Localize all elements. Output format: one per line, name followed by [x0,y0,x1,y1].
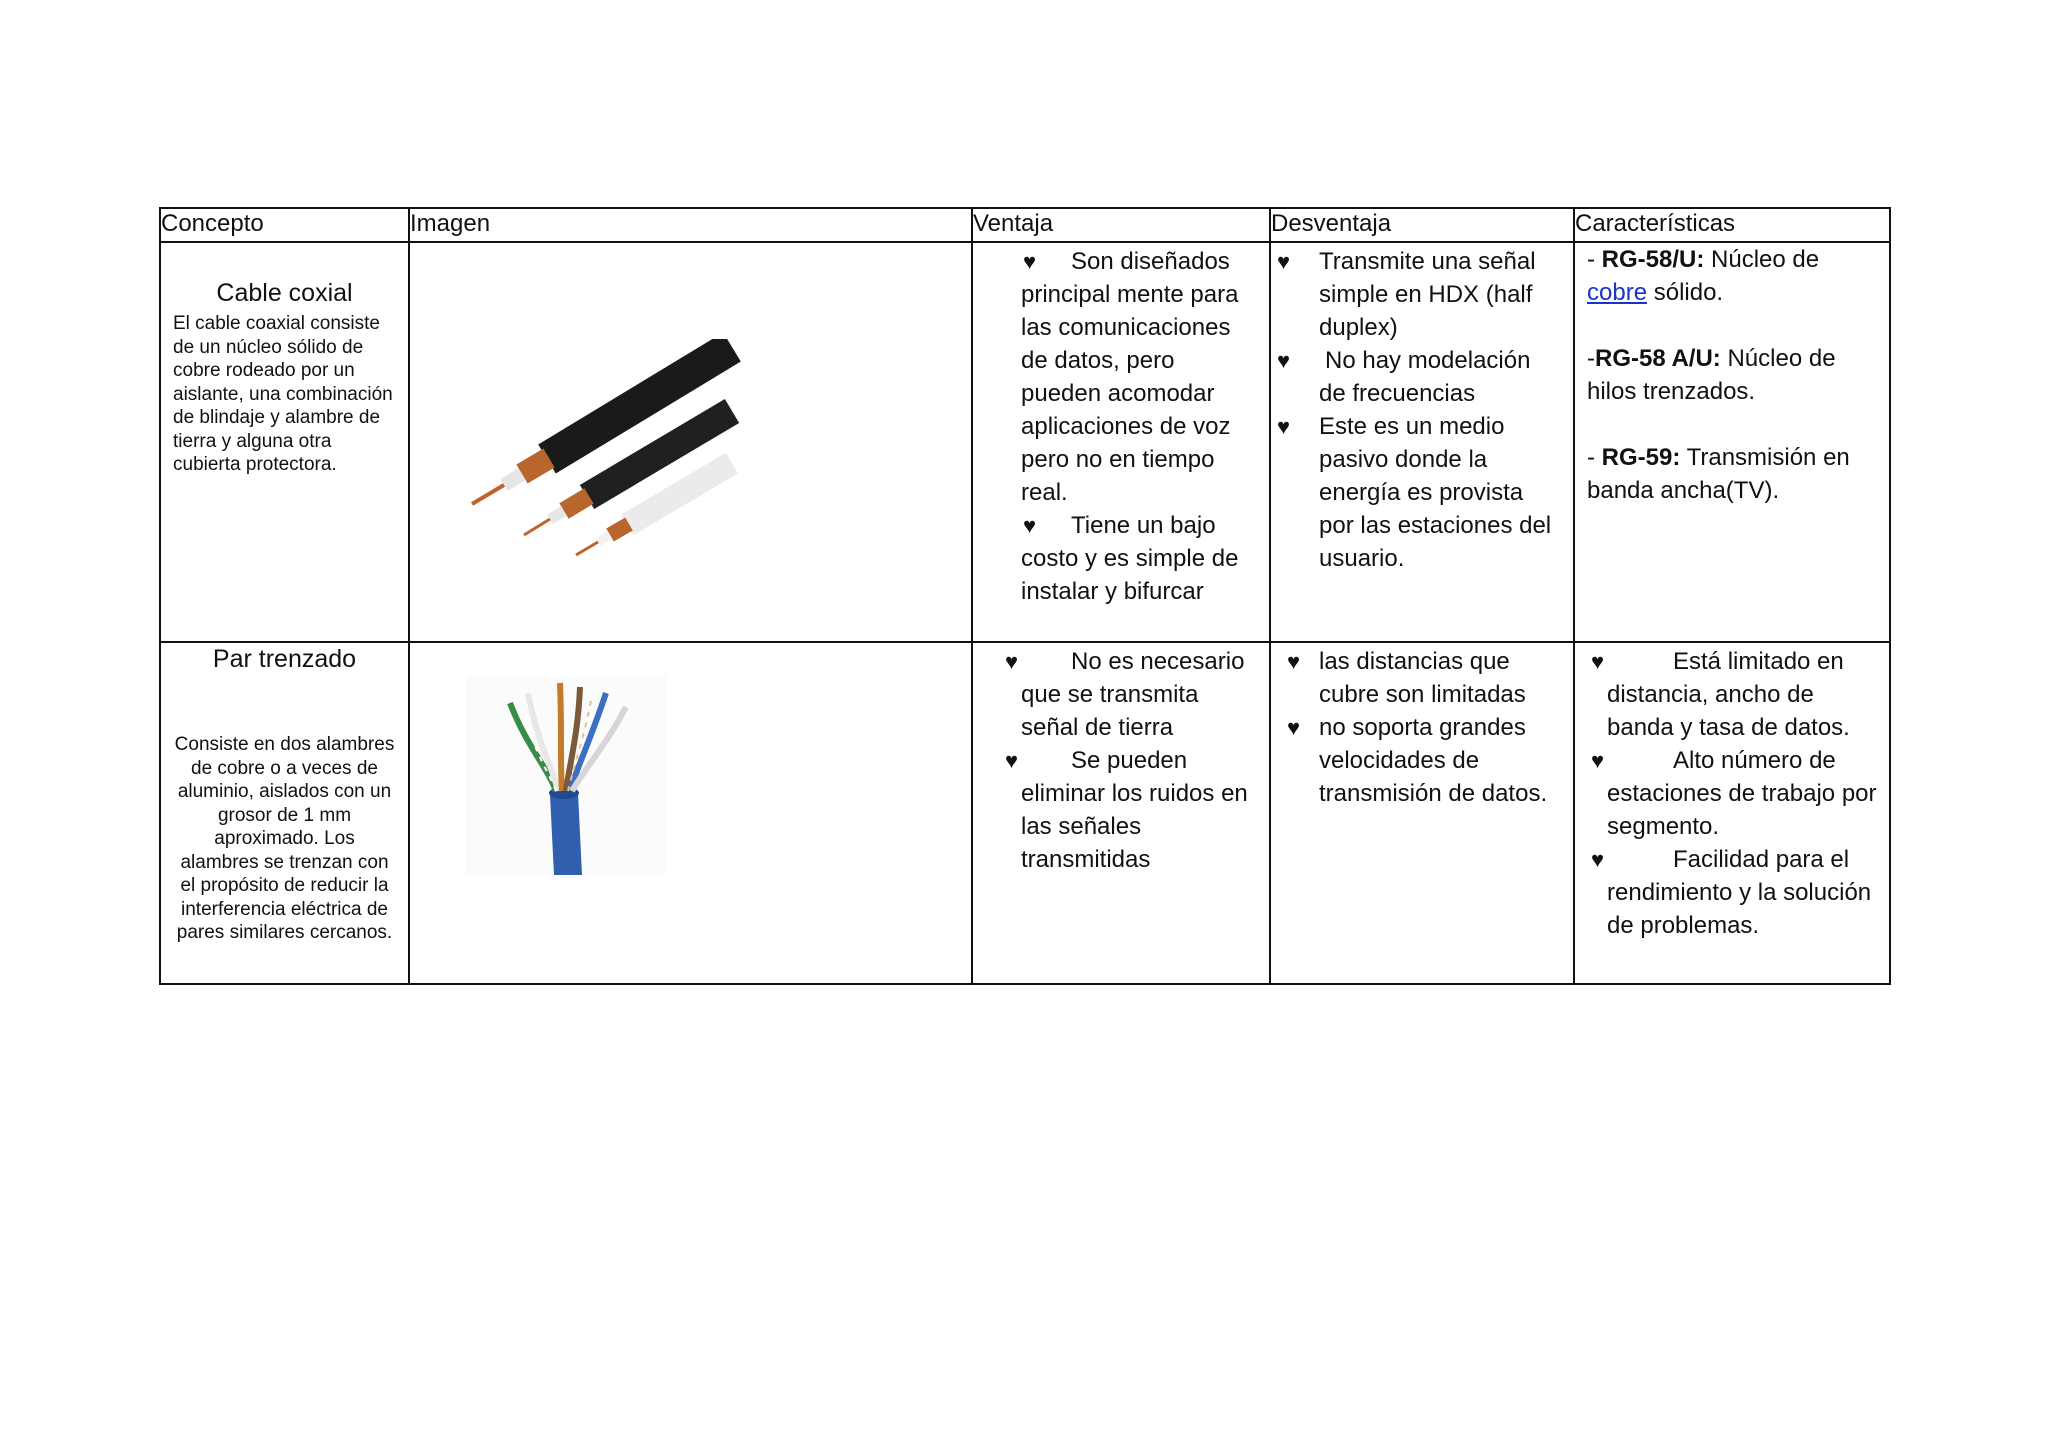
desventaja-list [1271,245,1573,575]
heart-bullet-icon: ♥ [1591,847,1605,872]
caracteristicas-cell [1574,242,1890,642]
concept-cell [160,242,409,642]
ventaja-cell [972,642,1270,984]
heart-bullet-icon: ♥ [1287,715,1301,740]
header-caracteristicas: Características [1574,208,1890,242]
heart-bullet-icon: ♥ [1277,249,1291,274]
concept-description: Consiste en dos alambres de cobre o a veces de aluminio, aislados con un grosor de 1 mm aproximado. Los alambres se trenzan con el propósito de reducir la interferencia eléctrica de pares similares cercanos. [174,734,395,943]
list-item: ♥ Se pueden eliminar los ruidos en las señales transmitidas [973,744,1269,876]
list-item: ♥ Alto número de estaciones de trabajo por segmento. [1575,744,1889,843]
caracteristicas-list [1575,645,1889,942]
header-imagen: Imagen [409,208,972,242]
desventaja-cell [1270,642,1574,984]
twisted-pair-cable-image [466,675,666,875]
heart-bullet-icon: ♥ [1591,748,1605,773]
table-row-coaxial [160,242,1890,642]
heart-bullet-icon: ♥ [1277,348,1291,373]
header-row [160,208,1890,242]
ventaja-cell [972,242,1270,642]
characteristic-rg58u: - RG-58/U: Núcleo de cobre sólido. [1587,246,1820,306]
coaxial-cable-image [452,339,752,559]
ventaja-list [973,645,1269,876]
characteristic-rg59: - RG-59: Transmisión en banda ancha(TV). [1587,444,1850,504]
heart-bullet-icon: ♥ [1277,414,1291,439]
list-item: ♥ Son diseñados principal mente para las comunicaciones de datos, pero pueden acomodar aplicaciones de voz pero no en tiempo real. [973,245,1269,509]
header-concepto: Concepto [160,208,409,242]
table-row-twisted-pair [160,642,1890,984]
ventaja-list [973,245,1269,608]
concept-title: Cable coxial [216,279,353,307]
desventaja-list [1271,645,1573,810]
desventaja-cell [1270,242,1574,642]
image-cell [409,242,972,642]
heart-bullet-icon: ♥ [1005,649,1019,674]
list-item: ♥ Tiene un bajo costo y es simple de instalar y bifurcar [973,509,1269,608]
heart-bullet-icon: ♥ [1591,649,1605,674]
concept-description: El cable coaxial consiste de un núcleo sólido de cobre rodeado por un aislante, una combinación de blindaje y alambre de tierra y alguna otra cubierta protectora. [173,313,393,475]
characteristic-rg58au: -RG-58 A/U: Núcleo de hilos trenzados. [1587,345,1836,405]
heart-bullet-icon: ♥ [1005,748,1019,773]
header-desventaja: Desventaja [1270,208,1574,242]
list-item: ♥ Facilidad para el rendimiento y la solución de problemas. [1575,843,1889,942]
heart-bullet-icon: ♥ [1287,649,1301,674]
list-item: ♥ Este es un medio pasivo donde la energía es provista por las estaciones del usuario. [1271,410,1573,575]
list-item: ♥ Está limitado en distancia, ancho de banda y tasa de datos. [1575,645,1889,744]
heart-bullet-icon: ♥ [1023,249,1037,274]
concept-title: Par trenzado [212,645,357,673]
list-item: ♥ No es necesario que se transmita señal de tierra [973,645,1269,744]
caracteristicas-cell [1574,642,1890,984]
list-item: ♥ No hay modelación de frecuencias [1271,344,1573,410]
cobre-link[interactable]: cobre [1587,279,1648,306]
concept-cell [160,642,409,984]
image-cell [409,642,972,984]
heart-bullet-icon: ♥ [1023,513,1037,538]
list-item: ♥ Transmite una señal simple en HDX (half duplex) [1271,245,1573,344]
header-ventaja: Ventaja [972,208,1270,242]
list-item: ♥ no soporta grandes velocidades de transmisión de datos. [1271,711,1573,810]
list-item: ♥ las distancias que cubre son limitadas [1271,645,1573,711]
comparison-table [159,207,1891,985]
